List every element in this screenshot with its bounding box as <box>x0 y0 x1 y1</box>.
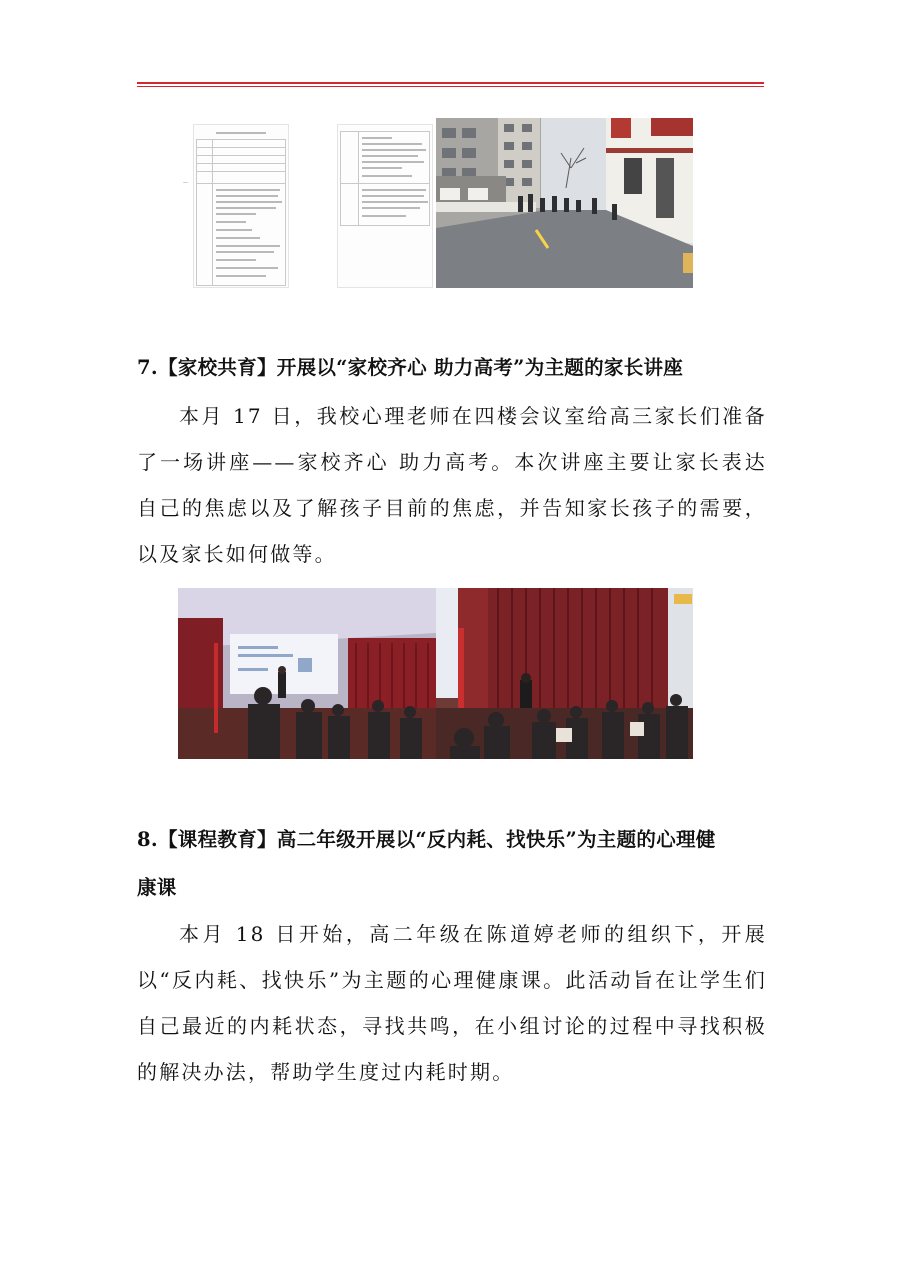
section-8-body: 本月 18 日开始，高二年级在陈道婷老师的组织下，开展以“反内耗、找快乐”为主题的心理健康课。此活动旨在让学生们自己最近的内耗状态，寻找共鸣，在小组讨论的过程中寻找积极的解决办法，帮助学生度过内耗时期。 <box>137 922 767 1084</box>
section-8-heading <box>137 816 767 912</box>
section-7-title: 【家校共育】开展以“家校齐心 助力高考”为主题的家长讲座 <box>157 356 684 379</box>
school-street-photo <box>436 118 693 288</box>
parent-lecture-photo-left <box>178 588 436 759</box>
section-8-title-line1: 【课程教育】高二年级开展以“反内耗、找快乐”为主题的心理健 <box>157 828 716 851</box>
section-8-number: 8. <box>137 828 158 851</box>
section-7-number: 7. <box>137 356 158 379</box>
section-7-body: 本月 17 日，我校心理老师在四楼会议室给高三家长们准备了一场讲座——家校齐心 助力高考。本次讲座主要让家长表达自己的焦虑以及了解孩子目前的焦虑，并告知家长孩子的需要，以及家长如何做等。 <box>137 404 767 566</box>
section-8-heading-line1 <box>137 816 767 864</box>
header-rule-thin <box>137 86 764 87</box>
meeting-record-scan-right <box>337 124 433 288</box>
meeting-record-scan-left <box>193 124 289 288</box>
parent-lecture-photo-right <box>436 588 693 759</box>
section-8-title-line2: 康课 <box>137 876 177 899</box>
header-rule-thick <box>137 82 764 84</box>
section-7-heading <box>137 344 767 392</box>
scan-margin-mark: — <box>183 180 188 186</box>
